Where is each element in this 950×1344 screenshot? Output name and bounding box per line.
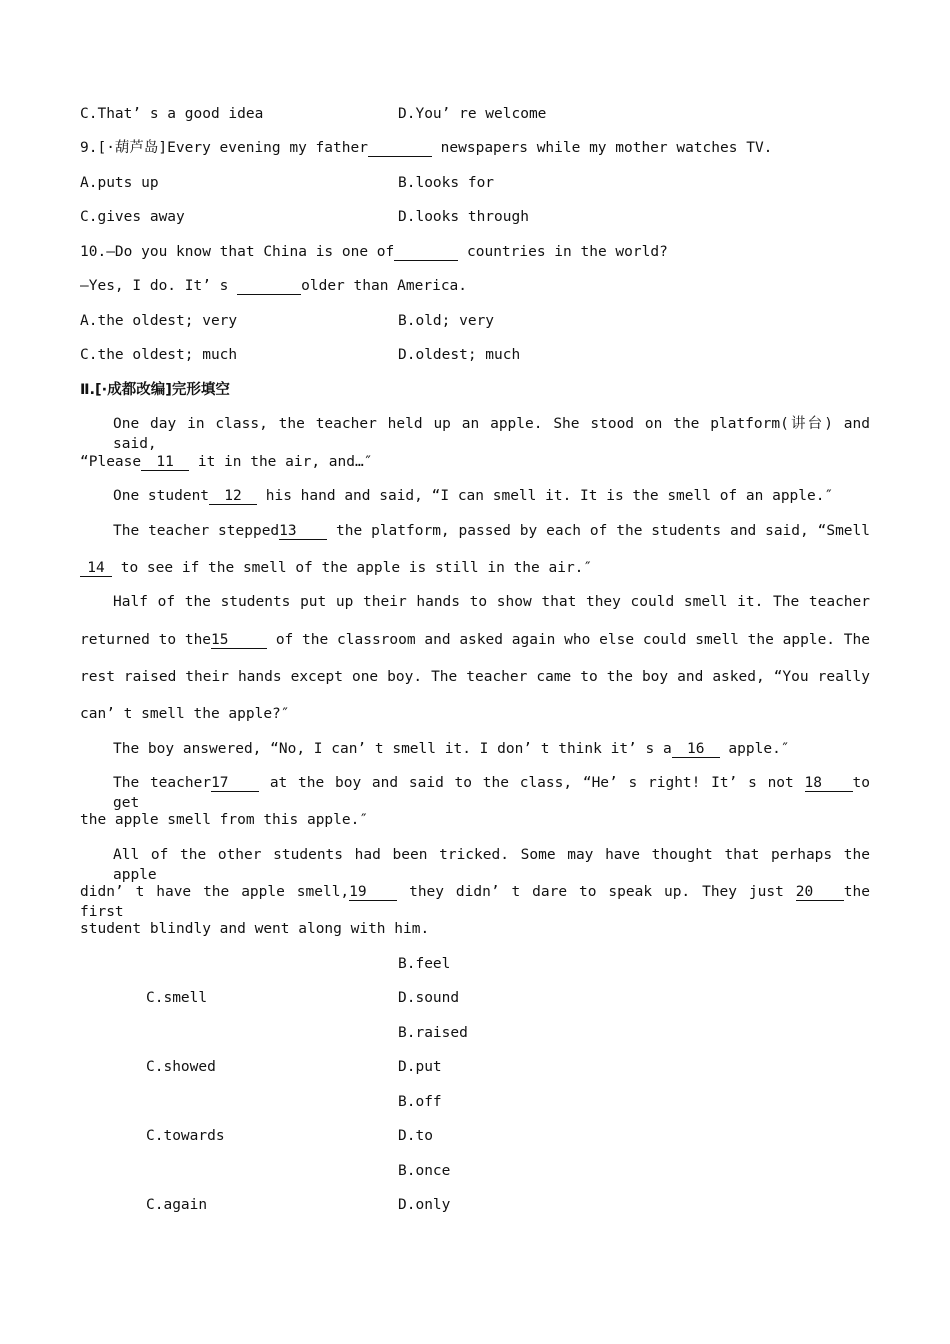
q9-stem-end: newspapers while my mother watches TV. xyxy=(431,140,773,156)
passage-text: The teacher stepped xyxy=(113,523,280,539)
option-14-d: D.only xyxy=(398,1197,451,1213)
q10-option-c: C.the oldest; much xyxy=(80,347,238,363)
option-13-c: C.towards xyxy=(146,1128,225,1144)
passage-line xyxy=(113,773,870,813)
q10-reply-end: older than America. xyxy=(301,278,468,294)
blank-12: 12 xyxy=(209,488,257,505)
passage-line xyxy=(80,882,870,922)
passage-line xyxy=(80,630,870,650)
option-11-c: C.smell xyxy=(146,990,208,1006)
passage-line: student blindly and went along with him. xyxy=(80,921,430,937)
q9-blank xyxy=(368,140,432,157)
q10-blank-1 xyxy=(394,244,458,261)
passage-text: “Please xyxy=(80,454,142,470)
passage-line xyxy=(113,739,790,759)
passage-line: Half of the students put up their hands to show that they could smell it. The teacher xyxy=(113,594,870,610)
passage-text: to see if the smell of the apple is still in the air.″ xyxy=(112,560,593,576)
passage-text: of the classroom and asked again who else could smell the apple. The xyxy=(267,632,870,648)
q10-option-a: A.the oldest; very xyxy=(80,313,238,329)
passage-text: they didn’ t dare to speak up. They just xyxy=(397,884,796,900)
passage-line xyxy=(80,558,592,578)
passage-text: his hand and said, “I can smell it. It is the smell of an apple.″ xyxy=(257,488,834,504)
option-11-d: D.sound xyxy=(398,990,460,1006)
option-11-b: B.feel xyxy=(398,956,451,972)
q9-stem-start: 9.[·葫芦岛]Every evening my father xyxy=(80,140,368,156)
blank-13: 13 xyxy=(279,523,327,540)
blank-18: 18 xyxy=(805,775,853,792)
blank-17: 17 xyxy=(211,775,259,792)
option-12-c: C.showed xyxy=(146,1059,216,1075)
passage-text: The teacher xyxy=(113,775,212,791)
q10-blank-2 xyxy=(237,278,301,295)
blank-20: 20 xyxy=(796,884,844,901)
q10-reply xyxy=(80,276,467,296)
blank-19: 19 xyxy=(349,884,397,901)
passage-line: the apple smell from this apple.″ xyxy=(80,812,369,828)
q10-option-b: B.old; very xyxy=(398,313,495,329)
option-13-d: D.to xyxy=(398,1128,433,1144)
section-heading: Ⅱ.[·成都改编]完形填空 xyxy=(80,382,230,398)
blank-16: 16 xyxy=(672,741,720,758)
q10-stem-end: countries in the world? xyxy=(458,244,668,260)
q9-option-b: B.looks for xyxy=(398,175,495,191)
passage-text: it in the air, and…″ xyxy=(189,454,373,470)
passage-text: to get xyxy=(113,775,870,811)
blank-11: 11 xyxy=(141,454,189,471)
passage-line: All of the other students had been tricked. Some may have thought that perhaps the apple xyxy=(113,847,870,883)
option-13-b: B.off xyxy=(398,1094,442,1110)
q9-option-c: C.gives away xyxy=(80,209,185,225)
q10-stem-start: 10.—Do you know that China is one of xyxy=(80,244,395,260)
q10-option-d: D.oldest; much xyxy=(398,347,521,363)
option-14-c: C.again xyxy=(146,1197,208,1213)
passage-text: apple.″ xyxy=(719,741,790,757)
passage-line xyxy=(113,521,870,541)
q8-option-d: D.You’ re welcome xyxy=(398,106,547,122)
q10-reply-start: —Yes, I do. It’ s xyxy=(80,278,238,294)
passage-text: the first xyxy=(80,884,870,920)
q8-option-c: C.That’ s a good idea xyxy=(80,106,264,122)
q9-option-d: D.looks through xyxy=(398,209,529,225)
q10-stem xyxy=(80,242,668,262)
passage-line: rest raised their hands except one boy. The teacher came to the boy and asked, “You really xyxy=(80,669,870,685)
passage-line xyxy=(80,452,372,472)
passage-text: One student xyxy=(113,488,210,504)
blank-14: 14 xyxy=(80,560,112,577)
passage-line xyxy=(113,486,833,506)
option-12-b: B.raised xyxy=(398,1025,468,1041)
option-14-b: B.once xyxy=(398,1163,451,1179)
passage-text: at the boy and said to the class, “He’ s right! It’ s not xyxy=(259,775,805,791)
passage-line: One day in class, the teacher held up an apple. She stood on the platform(讲台) and said, xyxy=(113,416,870,452)
q9-stem xyxy=(80,138,772,158)
passage-text: returned to the xyxy=(80,632,212,648)
blank-15: 15 xyxy=(211,632,267,649)
passage-line: can’ t smell the apple?″ xyxy=(80,706,290,722)
q9-option-a: A.puts up xyxy=(80,175,159,191)
passage-text: The boy answered, “No, I can’ t smell it. I don’ t think it’ s a xyxy=(113,741,672,757)
passage-text: the platform, passed by each of the students and said, “Smell xyxy=(327,523,870,539)
passage-text: didn’ t have the apple smell, xyxy=(80,884,350,900)
option-12-d: D.put xyxy=(398,1059,442,1075)
